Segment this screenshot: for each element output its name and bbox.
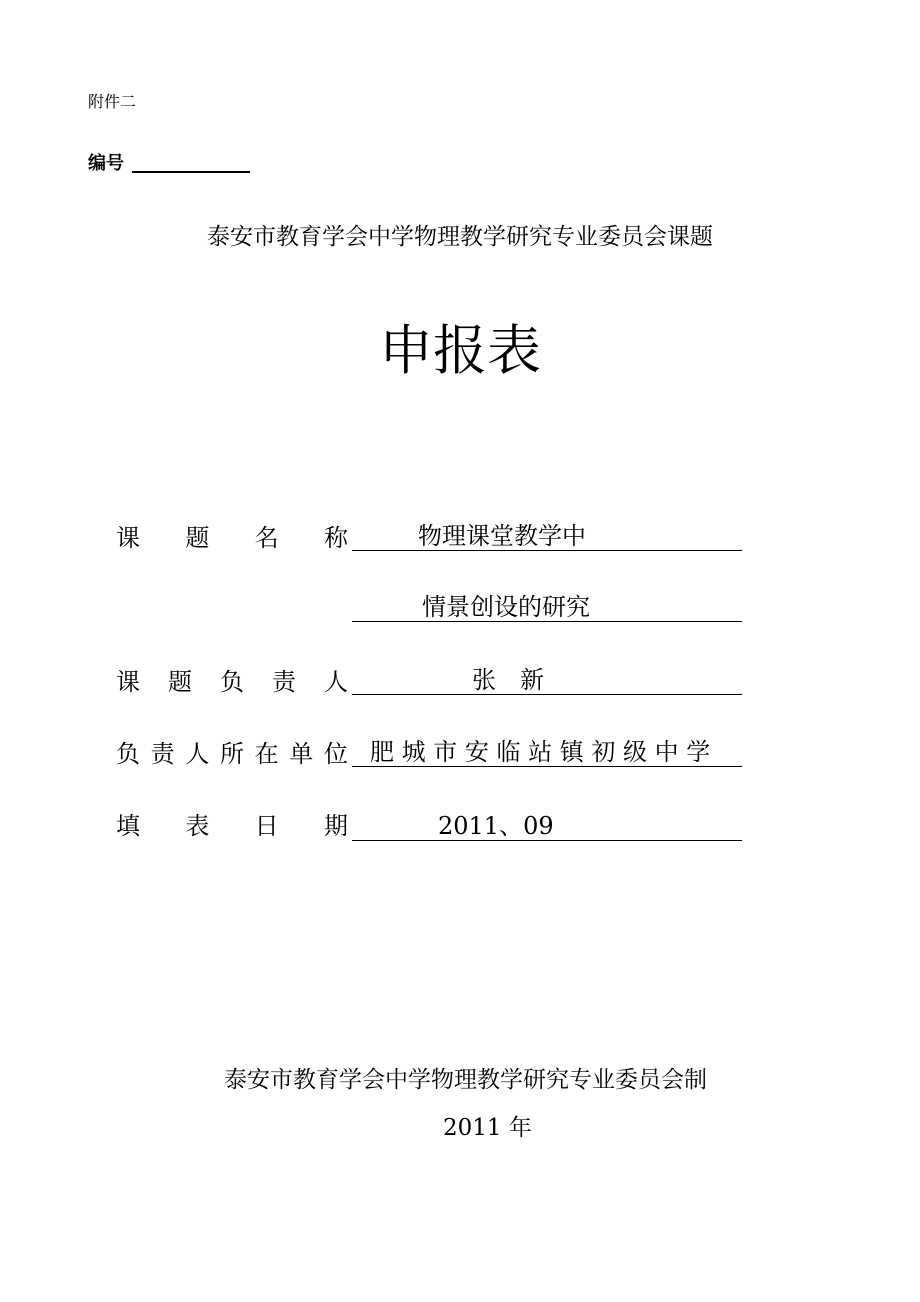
document-title: 申报表 [379,319,541,382]
date-value: 2011、09 [438,812,554,840]
leader-value: 张 新 [472,666,544,694]
footer-year: 2011 年 [443,1115,532,1141]
label-char: 题 [185,524,210,552]
attachment-label: 附件二 [88,92,137,111]
label-char: 期 [323,812,348,840]
label-char: 人 [324,668,348,696]
number-label: 编号 [88,153,124,174]
label-char: 在 [254,740,279,768]
label-char: 负 [116,740,140,768]
topic-name-label [116,518,348,553]
label-char: 所 [219,740,244,768]
label-char: 名 [254,524,279,552]
document-subtitle: 泰安市教育学会中学物理教学研究专业委员会课题 [207,224,713,250]
topic-name-value-line1: 物理课堂教学中 [418,522,586,550]
label-char: 题 [168,668,192,696]
number-field-line [132,171,250,173]
date-field [352,806,742,841]
unit-label [116,734,348,769]
unit-field [352,732,742,767]
label-char: 日 [254,812,279,840]
topic-name-value-line2: 情景创设的研究 [422,593,590,621]
label-char: 责 [272,668,296,696]
label-char: 表 [185,812,210,840]
date-label [116,806,348,841]
label-char: 责 [150,740,175,768]
leader-field [352,660,742,695]
label-char: 称 [323,524,348,552]
label-char: 位 [323,740,348,768]
leader-label [116,662,348,697]
label-char: 课 [116,668,140,696]
label-char: 课 [116,524,140,552]
topic-name-field-line1 [352,516,742,551]
label-char: 人 [185,740,210,768]
footer-organization: 泰安市教育学会中学物理教学研究专业委员会制 [224,1067,707,1093]
label-char: 单 [289,740,314,768]
label-char: 填 [116,812,140,840]
topic-name-field-line2 [352,587,742,622]
label-char: 负 [220,668,244,696]
unit-value: 肥 城 市 安 临 站 镇 初 级 中 学 [370,738,711,766]
